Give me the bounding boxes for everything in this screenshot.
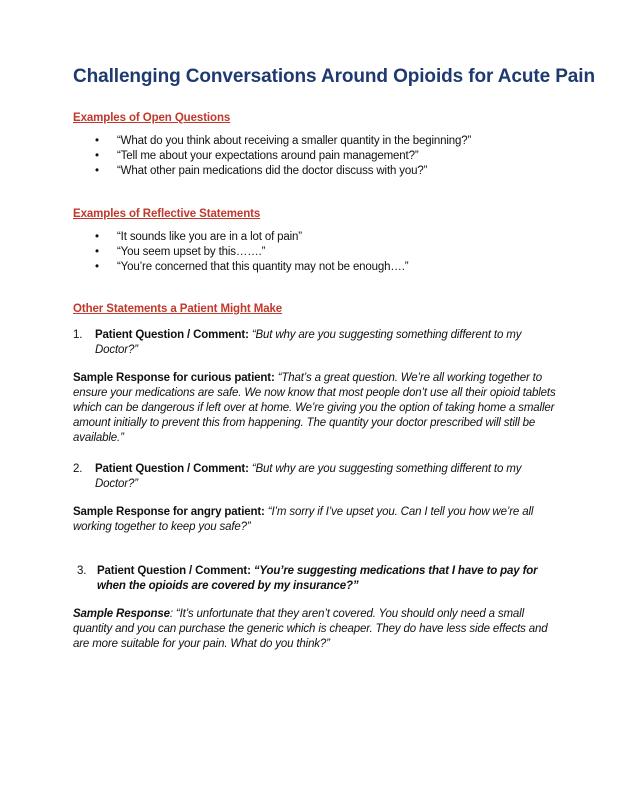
- reflective-statements-list: [73, 230, 564, 275]
- response-text: “That’s a great question. We’re all working together to ensure your medications are safe. We now know that most people don’t use all their opioid tablets which can be dangerous if left over at home. We’re giving you the option of taking home a smaller amount initially to prevent this from happening. The quantity your doctor prescribed will still be available.”: [73, 372, 556, 444]
- response-label: Sample Response for angry patient:: [73, 506, 265, 518]
- list-item: • “What other pain medications did the doctor discuss with you?”: [95, 164, 564, 179]
- question-label: Patient Question / Comment:: [97, 565, 251, 577]
- question-number: 2.: [73, 463, 83, 475]
- question-label: Patient Question / Comment:: [95, 463, 249, 475]
- response-label: Sample Response: [73, 608, 170, 620]
- list-item: • “Tell me about your expectations around pain management?”: [95, 149, 564, 164]
- open-questions-list: [73, 134, 564, 179]
- question-label: Patient Question / Comment:: [95, 329, 249, 341]
- question-number: 3.: [77, 565, 87, 577]
- open-questions-heading: Examples of Open Questions: [73, 112, 231, 124]
- question-text: “But why are you suggesting something different to my Doctor?”: [95, 463, 522, 490]
- patient-question-2: [73, 462, 564, 492]
- question-number: 1.: [73, 329, 83, 341]
- response-text: “I’m sorry if I’ve upset you. Can I tell you how we’re all working together to keep you safe?”: [73, 506, 534, 533]
- question-text: “But why are you suggesting something different to my Doctor?”: [95, 329, 522, 356]
- list-item: • “You’re concerned that this quantity may not be enough….”: [95, 260, 564, 275]
- page-title: Challenging Conversations Around Opioids for Acute Pain: [73, 66, 595, 87]
- list-item: • “What do you think about receiving a smaller quantity in the beginning?”: [95, 134, 564, 149]
- response-text: “It’s unfortunate that they aren’t covered. You should only need a small quantity and you can purchase the generic which is cheaper. They do have less side effects and are more suitable for your pain. What do you think?”: [73, 608, 548, 650]
- list-item: • “You seem upset by this…….”: [95, 245, 564, 260]
- sample-response-2: [73, 505, 564, 535]
- list-item: • “It sounds like you are in a lot of pain”: [95, 230, 564, 245]
- reflective-statements-heading: Examples of Reflective Statements: [73, 208, 261, 220]
- sample-response-3: Sample Response: “It’s unfortunate that they aren’t covered. You should only need a small quantity and you can purchase the generic which is cheaper. They do have less side effects and are more suitable for your pain. What do you think?”: [73, 608, 548, 650]
- sample-response-1: [73, 371, 564, 446]
- question-text: “You’re suggesting medications that I have to pay for when the opioids are covered by my insurance?”: [97, 565, 538, 592]
- response-label: Sample Response for curious patient:: [73, 372, 275, 384]
- other-statements-heading: Other Statements a Patient Might Make: [73, 303, 283, 315]
- patient-question-3: [77, 564, 564, 594]
- patient-question-1: [73, 328, 564, 358]
